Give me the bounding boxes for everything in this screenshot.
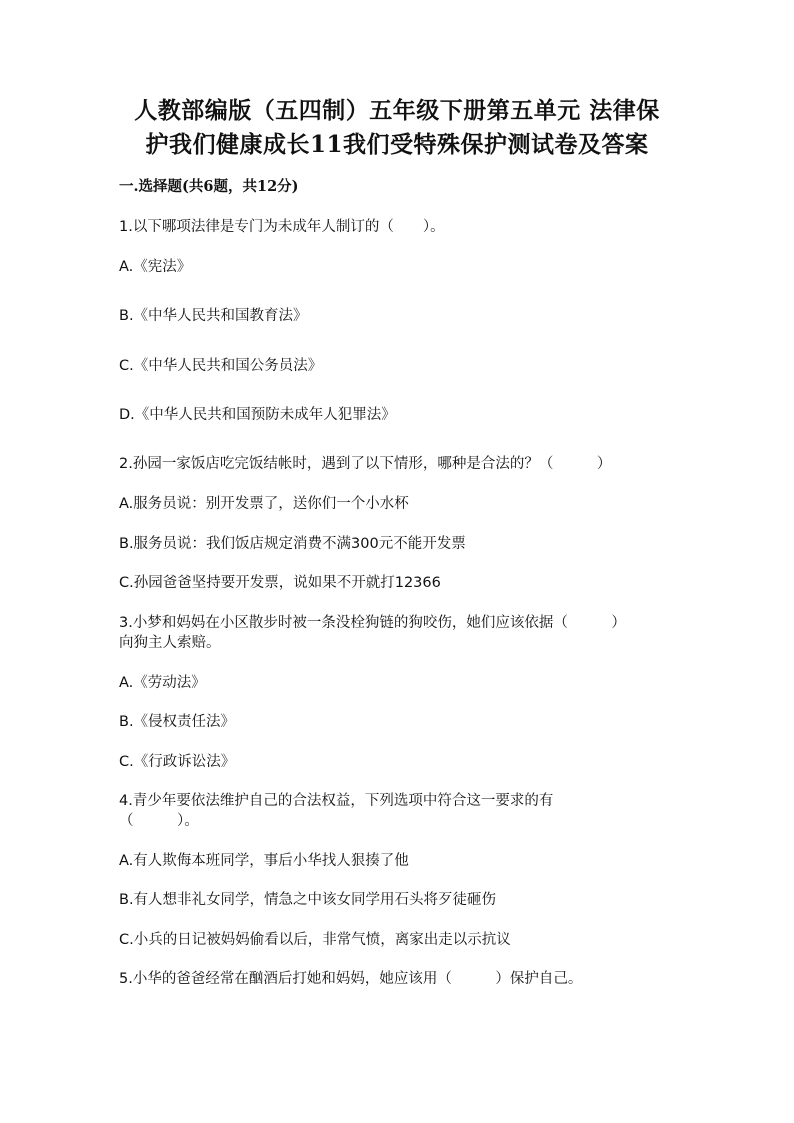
question-1-stem: 1.以下哪项法律是专门为未成年人制订的（ ）。 — [119, 219, 445, 235]
title-line-1: 人教部编版（五四制）五年级下册第五单元 法律保 — [134, 97, 660, 124]
question-2-option-b: B.服务员说：我们饭店规定消费不满300元不能开发票 — [119, 536, 466, 552]
question-1-option-d: D.《中华人民共和国预防未成年人犯罪法》 — [119, 407, 396, 423]
question-3-option-b: B.《侵权责任法》 — [119, 714, 236, 730]
page-title — [100, 94, 694, 162]
question-2-stem: 2.孙园一家饭店吃完饭结帐时，遇到了以下情形，哪种是合法的？（ ） — [119, 456, 612, 472]
question-4-option-b: B.有人想非礼女同学，情急之中该女同学用石头将歹徒砸伤 — [119, 892, 497, 908]
question-3-stem-line-1: 3.小梦和妈妈在小区散步时被一条没栓狗链的狗咬伤，她们应该依据（ ） — [119, 615, 626, 631]
question-2-option-a: A.服务员说：别开发票了，送你们一个小水杯 — [119, 496, 409, 512]
question-2-option-c: C.孙园爸爸坚持要开发票，说如果不开就打12366 — [119, 575, 441, 591]
question-1-option-a: A.《宪法》 — [119, 259, 192, 275]
title-line-2: 护我们健康成长11我们受特殊保护测试卷及答案 — [145, 131, 649, 158]
question-3-option-a: A.《劳动法》 — [119, 675, 206, 691]
question-4-option-a: A.有人欺侮本班同学，事后小华找人狠揍了他 — [119, 853, 409, 869]
question-1-option-c: C.《中华人民共和国公务员法》 — [119, 358, 323, 374]
question-5-stem: 5.小华的爸爸经常在酗酒后打她和妈妈，她应该用（ ）保护自己。 — [119, 971, 583, 987]
question-3-stem-line-2: 向狗主人索赔。 — [119, 635, 221, 651]
question-4-stem-line-1: 4.青少年要依法维护自己的合法权益，下列选项中符合这一要求的有 — [119, 793, 554, 809]
question-3-option-c: C.《行政诉讼法》 — [119, 754, 236, 770]
section-heading: 一.选择题(共6题，共12分) — [119, 178, 299, 195]
question-4-stem-line-2: （ ）。 — [119, 813, 199, 829]
question-1-option-b: B.《中华人民共和国教育法》 — [119, 308, 308, 324]
question-4-option-c: C.小兵的日记被妈妈偷看以后，非常气愤，离家出走以示抗议 — [119, 932, 511, 948]
